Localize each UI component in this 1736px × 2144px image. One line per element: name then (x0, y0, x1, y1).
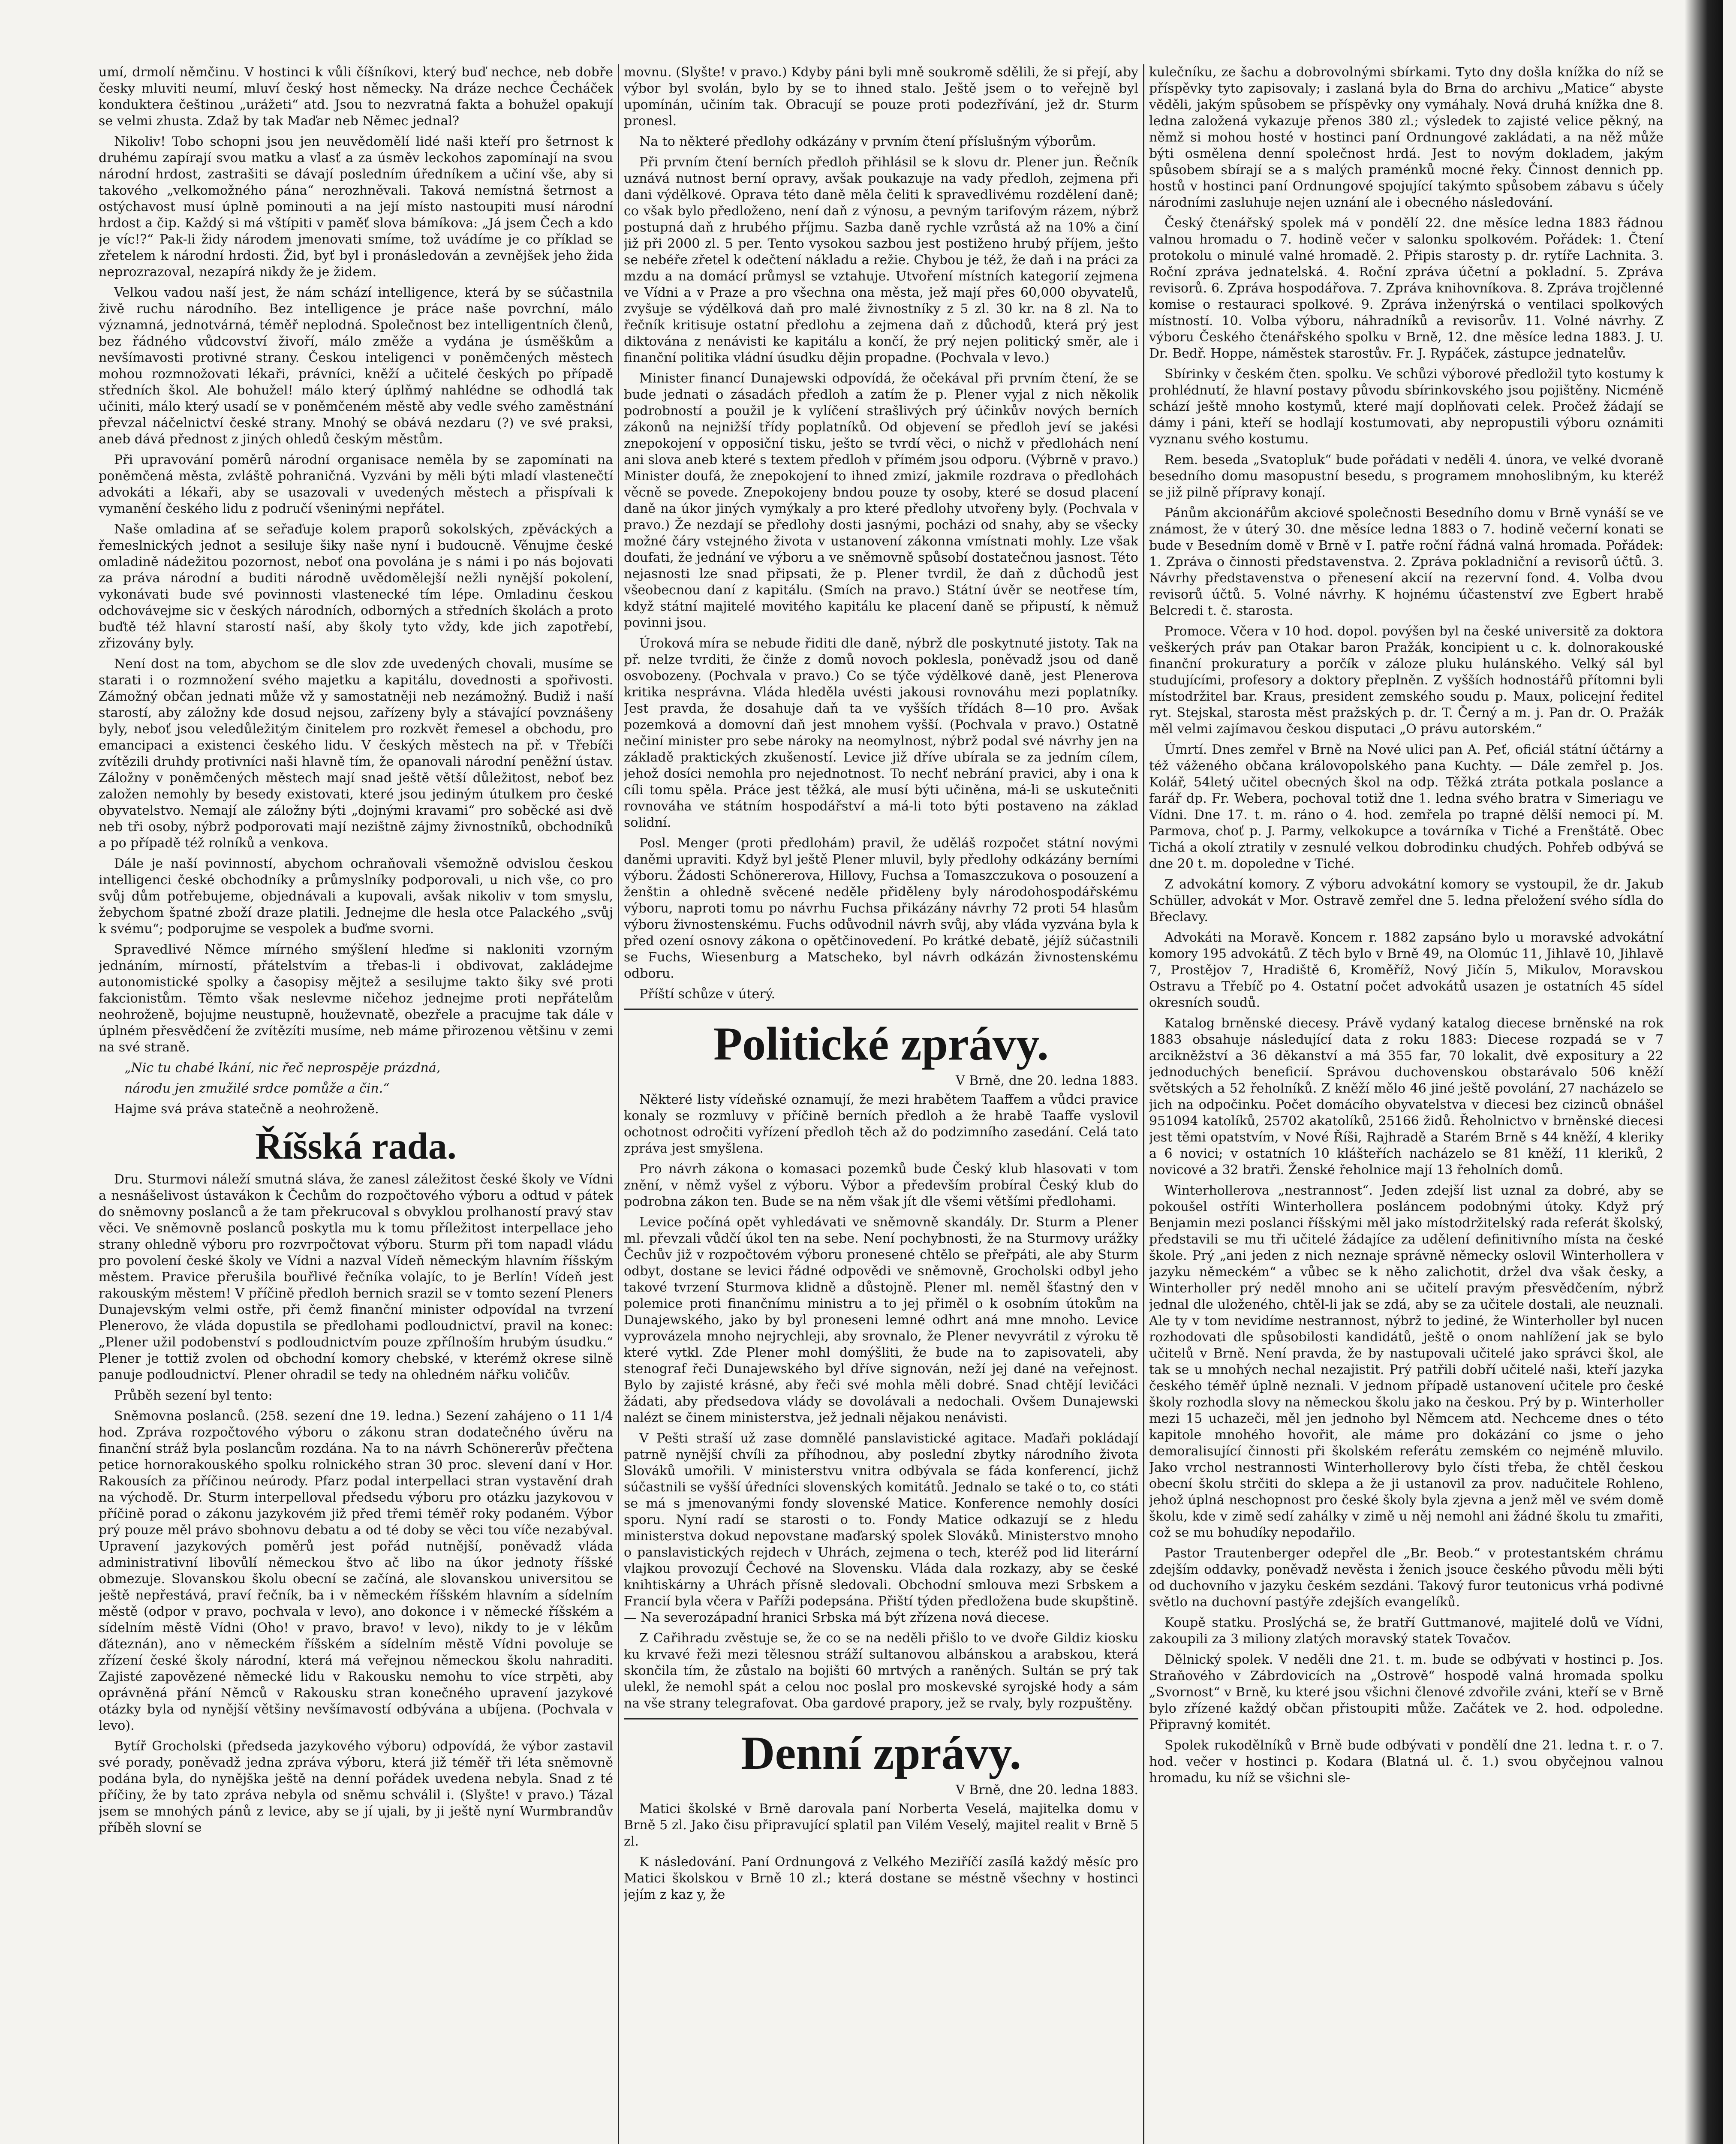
dateline: V Brně, dne 20. ledna 1883. (956, 1783, 1138, 1798)
paragraph: Úmrtí. Dnes zemřel v Brně na Nové ulici pan A. Peť, oficiál státní účtárny a též váženého občana královopolského pana Kuchty. — Dále zemřel p. Jos. Kolář, 54letý učitel obecných škol na odp. Těžká ztráta potkala poslance a farář dp. Fr. Webera, pochoval totiž dne 1. ledna svého bratra v Simeriagu ve Vídni. Dne 17. t. m. ráno o 4. hod. zemřela po trapné dělší nemoci pí. M. Parmova, choť p. J. Parmy, velkokupce a továrníka v Tiché a Frenštátě. Obec Tichá a okolí ztratily v zesnulé velkou dobrodinku chudých. Pohřeb odbývá se dne 20 t. m. dopoledne v Tiché. (1149, 742, 1664, 871)
paragraph: Z Cařihradu zvěstuje se, že co se na neděli přišlo to ve dvoře Gildiz kiosku ku krvavé řeži mezi tělesnou stráží sultanovou albánskou a arabskou, která skončila tím, že zůstalo na bojišti 60 mrtvých a raněných. Sultán se prý tak ulekl, že nemohl spát a celou noc poslal pro moskevské syrojské hody a sám na vše strany telegrafovat. Oba gardové prapory, jež se rvaly, byly rozpuštěny. (624, 1631, 1138, 1711)
paragraph: Příští schůze v úterý. (639, 987, 776, 1002)
paragraph: Dělnický spolek. V neděli dne 21. t. m. bude se odbývati v hostinci p. Jos. Straňového v Zábrdovicích na „Ostrově“ hospodě valná hromada spolku „Svornost“ v Brně, ku které jsou všichni členové zdvořile zváni, kteří se v Brně bylo zřízené každý občan přistoupiti může. Začátek ve 2. hod. odpoledne. Připravný komitét. (1149, 1652, 1664, 1732)
poem-line: národu jen zmužilé srdce pomůže a čin.“ (124, 1081, 390, 1096)
page-edge-shadow (1685, 0, 1723, 2144)
middle-column (624, 64, 1138, 2144)
paragraph: Průběh sezení byl tento: (114, 1388, 273, 1403)
paragraph: Spolek rukodělníků v Brně bude odbývati v pondělí dne 21. ledna t. r. o 7. hod. večer v hostinci p. Kodara (Blatná ul. č. 1.) svou obyčejnou valnou hromadu, ku níž se všichni sle- (1149, 1738, 1664, 1786)
paragraph: Katalog brněnské diecesy. Právě vydaný katalog diecese brněnské na rok 1883 obsahuje následující data z roku 1883: Diecese rozpadá se v 7 arcikněžství a 36 děkanství a má 355 far, 70 lokalit, dvě expositury a 22 jednoduchých beneficií. Správou duchovenskou obstarávalo 506 kněží světských a 52 řeholníků. Z kněží mělo 46 jiné ještě povolání, 27 nacházelo se jich na odpočinku. Počet domácího obyvatelstva v diecesi bez cizinců obnášel 951094 katolíků, 25702 akatolíků, 25166 židů. Řeholnictvo v brněnské diecesi jest těmi opatstvím, v Nové Říši, Rajhradě a Starém Brně s 44 kněží, 4 kleriky a 6 novici; v ostatních 10 klášteřích nacházelo se 81 kněží, 11 kleriků, 2 novicové a 32 bratři. Ženské řeholnice mají 13 řeholních domů. (1149, 1016, 1664, 1177)
paragraph: umí, drmolí němčinu. V hostinci k vůli číšníkovi, který buď nechce, neb dobře česky mluviti neumí, mluví český host německy. Na dráze nechce Čecháček konduktera češtinou „urážeti“ atd. Jsou to nezvratná fakta a bohužel opakují se velmi zhusta. Zdaž by tak Maďar neb Němec jednal? (99, 65, 613, 129)
section-divider (624, 1718, 1138, 1719)
paragraph: Winterhollerova „nestrannost“. Jeden zdejší list uznal za dobré, aby se pokoušel ostříti Winterhollera posláncem podobnými útoky. Když prý Benjamin mezi poslanci říšskými měl jako místodržitelský rada referát školský, představili se mu tři učitelé žádajíce za udělení definitivního místa na české škole. Prý „ani jeden z nich neznaje správně německy oslovil Winterhollera v jazyku německém“ a vůbec se k něho zalichotit, držel dva však česky, a Winterholler prý neděl mnoho ani se učitelí pravým přesvědčením, nýbrž jednal dle uloženého, chtěl-li jak se zdá, aby se za učitele dostali, ale neuznali. Ale ty v tom nevidíme nestrannost, nýbrž to jediné, že Winterholler byl nucen rozhodovati dle spůsobilosti kandidátů, ještě o onom nahlížení jak se bylo učitelů v Brně. Není pravda, že by nastupovali učitelé jako správci škol, ale tak se u mnohých nechal nezajistit. Prý patřili dobří učitelé naši, kteří jazyka českého téměř úplně neznali. V jednom případě ustanovení učitele pro české školy rozhodla slovy na německou školu jako na českou. Prý by p. Winterholler mezi 15 uchazeči, měl jen jednoho byl Němcem atd. Nechceme dnes o této kapitole mnohého hovořit, ale máme pro dokázání co jsme o jeho demoralisující činnosti při školském referátu zemském co nejméně mluvilo. Jako vrchol nestrannosti Winterhollerovy bylo čísti třeba, že chtěl českou obecní školu strčiti do sklepa a že ji ustanovil za prov. nadučitele Rohleno, jehož úplná neschopnost pro české školy byla zjevna a jenž měl ve svém domě školu, kde v zimě sedí zahálky v zimě u něj nemohl ani žádné školu tu zmařiti, což se mu bohudíky nepodařilo. (1149, 1183, 1664, 1540)
paragraph: Bytíř Grocholski (předseda jazykového výboru) odpovídá, že výbor zastavil své porady, poněvadž jedna zpráva výboru, která již téměř tři léta sněmovně podána byla, do nynějška ještě na denní pořádek uvedena nebyla. Snad z té příčiny, že by tato zpráva nebyla od sněmu schválil i. (Slyšte! v pravo.) Tázal jsem se mnohých pánů z levice, aby se jí ujali, by ji ještě nyní Wurmbrandův příběh slovní se (99, 1739, 613, 1835)
paragraph: Na to některé předlohy odkázány v prvním čtení příslušným výborům. (639, 134, 1096, 149)
section-heading-politicke-zpravy: Politické zprávy. (713, 1018, 1049, 1070)
paragraph: Dru. Sturmovi náleží smutná sláva, že zanesl záležitost české školy ve Vídni a nesnášelivost ústavákon k Čechům do rozpočtového výboru a odtud v pátek do sněmovny poslanců a že tam překrucoval s obvyklou prolhaností pravý stav věci. Ve sněmovně poslanců poskytla mu k tomu příležitost interpellace jeho strany ohledně výboru pro rozvrpočtovat výboru. Sturm při tom napadl vládu pro povolení české školy ve Vídni a nazval Vídeň německým hlavním říšským městem. Pravice přerušila bouřlivé řečníka volajíc, to je Berlín! Vídeň jest rakouským městem! V příčině předloh bernich srazil se v tomto sezení Pleners Dunajevským velmi ostře, při čemž finanční minister odpovídal na tvrzení Plenerovo, že vláda dopustila se předlohami podloudnictví, pravil na konec: „Plener užil podobenství s podloudnictvím pouze zpřílnoším hrubým úsudku.“ Plener je tottiž zvolen od obchodní komory chebské, v kterémž okrese silně panuje podloudnictví. Plener ohradil se tedy na ohledném nářku voličův. (99, 1172, 613, 1382)
paragraph: kulečníku, ze šachu a dobrovolnými sbírkami. Tyto dny došla knížka do níž se příspěvky tyto zapisovaly; i zaslaná byla do Brna do archivu „Matice“ abyste věděli, jakým spůsobem se příspěvky ony vymáhaly. Nová druhá knížka dne 8. ledna založená vykazuje přenos 380 zl.; výsledek to zajisté velice pěkný, na němž si mohou hosté v hostinci paní Ordnungové zakládati, a na něž může býti osmělena denní společnost hrdá. Jest to novým dokladem, jakým spůsobem sbírají se a s malých praménků mocné řeky. Činnost dennich pp. hostů v hostinci paní Ordnungové spojující takýmto spůsobem zábavu s účely národními zasluhuje nejen uznání ale i obecného následování. (1149, 65, 1664, 210)
paragraph: Sněmovna poslanců. (258. sezení dne 19. ledna.) Sezení zahájeno o 11 1/4 hod. Zpráva rozpočtového výboru o zákonu stran dodatečného úvěru na finanční stráž byla poslancům rozdána. Na to na návrh Schönererův přečtena petice hornorakouského spolku rolnického stran 30 proc. slevení daní v Hor. Rakousích za příčinou neúrody. Pfarz podal interpellaci stran vystavění drah na východě. Dr. Sturm interpelloval předsedu výboru pro otázku jazykovou v příčině porad o zákonu jazykovém již před třemi téměř roky podaném. Výbor prý pouze měl právo sbohnovu debatu a od té doby se věci tou víče nezabýval. Upravení jazykových poměrů jest pořád nutnější, poněvadž vláda administrativní libovůlí německou štvo ač libo na úkor jednoty říšské obmezuje. Slovanskou školu obecní se začíná, ale slovanskou universitou se ještě nepřestává, praví řečník, ba i v německém říšském hlavním a sídelním městě (odpor v pravo, pochvala v levo), ano dokonce i v německé říšském a sídelním městě Vídni (Oho! v pravo, bravo! v levo), nikdy to je v lékům ďáteznán), ano v německém říšském a sídelním městě Vídni povoluje se zřízení české školy národní, která má veřejnou německou školu nahraditi. Zajisté zapovězené německé lidu v Rakousku nemohu to více strpěti, aby oprávněná přání Němců v Rakousku stran konečného upravení jazykové otázky byla od nynější většiny nevšímavostí odbývána a ubíjena. (Pochvala v levo). (99, 1409, 613, 1733)
paragraph: Advokáti na Moravě. Koncem r. 1882 zapsáno bylo u moravské advokátní komory 195 advokátů. Z těch bylo v Brně 49, na Olomúc 11, Jihlavě 10, Jihlavě 7, Prostějov 7, Hradiště 6, Kroměříž, Nový Jičín 5, Mikulov, Moravskou Ostravu a Třebíč po 4. Ostatní počet advokátů usazen je ostatních 45 sídel okresních soudů. (1149, 930, 1664, 1010)
paragraph: Pánům akcionářům akciové společnosti Besedního domu v Brně vynáší se ve známost, že v úterý 30. dne měsíce ledna 1883 o 7. hodině večerní konati se bude v Besedním domě v Brně v I. patře roční řádná valná hromada. Pořádek: 1. Zpráva o činnosti představenstva. 2. Zpráva pokladniční a revisorů účtů. 3. Návrhy představenstva o přenesení akcií na rezervní fond. 4. Volba dvou revisorů účtů. 5. Volné návrhy. K hojnému účastenství zve Egbert hrabě Belcredi t. č. starosta. (1149, 506, 1664, 618)
paragraph: Velkou vadou naší jest, že nám schází intelligence, která by se súčastnila živě ruchu národního. Bez intelligence je práce naše povrchní, málo významná, jednotvárná, téměř neplodná. Společnost bez intelligentních členů, bez řádného vůdcovství živoří, málo změže a vydána je úsměškům a nevšímavosti protivné strany. Českou inteligenci v poněmčených městech mohou rozmnožovati lékaři, právníci, kněží a učitelé českých po případě středních škol. Ale bohužel! málo který úplňmý nahlédne se odhodlá tak učiniti, málo který usadí se v poněmčeném městě aby vedle svého zaměstnání převzal náčelnictví české strany. Mnohý se obává nezdaru (?) ve své praksi, aneb dává přednost z jiných ohledů českým městům. (99, 285, 613, 447)
paragraph: movnu. (Slyšte! v pravo.) Kdyby páni byli mně soukromě sdělili, že si přejí, aby výbor byl svolán, bylo by se to ihned stalo. Ještě jsem o to veřejně byl upomínán, učiním tak. Obracují se pouze proti podezřívání, jež dr. Sturm pronesl. (624, 65, 1138, 129)
paragraph: Pastor Trautenberger odepřel dle „Br. Beob.“ v protestantském chrámu zdejším oddavky, poněvadž nevěsta i ženich jsouce českého původu měli býti od duchovního v jazyku českém sezdáni. Takový furor teutonicus vrhá podivné světlo na duchovní pastýře zdejších evangelíků. (1149, 1546, 1664, 1610)
paragraph: Koupě statku. Proslýchá se, že bratří Guttmanové, majitelé dolů ve Vídni, zakoupili za 3 miliony zlatých moravský statek Tovačov. (1149, 1615, 1664, 1647)
paragraph: Úroková míra se nebude řiditi dle daně, nýbrž dle poskytnuté jistoty. Tak na př. nelze tvrditi, že činže z domů novoch poklesla, poněvadž jsou od daně osvobozeny. (Pochvala v pravo.) Co se týče výdělkové daně, jest Plenerova kritika nesprávna. Vláda hleděla uvésti jakousi rovnováhu mezi poplatníky. Jest pravda, že dosahuje daň ta ve vyšších třídách 8—10 pro. Avšak pozemková a domovní daň jest mnohem vyšší. (Pochvala v pravo.) Ostatně nečiní minister pro sebe nároky na neomylnost, nýbrž podal své návrhy jen na základě praktických zkušeností. Levice již dříve ubírala se za jedním cílem, jehož dosíci nemohla pro nejednotnost. To nechť nebrání pravici, aby i ona k cíli tomu spěla. Práce jest těžká, ale musí býti učiněna, má-li se uskutečniti rovnováha ve státním hospodářství a má-li toto býti postaveno na základ solidní. (624, 636, 1138, 830)
paragraph: Spravedlivé Němce mírného smýšlení hleďme si nakloniti vzorným jednáním, mírností, přátelstvím a třebas-li i obdivovat, zakládejme autonomistické spolky a časopisy mějtež a sesilujme takto šiky své proti fakcionistům. Těmto však neslevme ničehoz jednejme proti nepřátelům neohroženě, bojujme neustupně, houževnatě, obezřele a pracujme tak dále v úplném přesvědčení že zvítězíti musíme, neb máme přirozenou většinu v zemi na své straně. (99, 942, 613, 1055)
paragraph: Český čtenářský spolek má v pondělí 22. dne měsíce ledna 1883 řádnou valnou hromadu o 7. hodině večer v salonku spolkovém. Pořádek: 1. Čtení protokolu o minulé valné hromadě. 2. Připis starosty p. dr. rytíře Lachnita. 3. Roční zpráva jednatelská. 4. Roční zpráva účetní a pokladní. 5. Zpráva revisorů. 6. Zpráva hospodářova. 7. Zpráva knihovníkova. 8. Zpráva trojčlenné komise o restauraci spolkové. 9. Zpráva inženýrská o ventilaci spolkových místností. 10. Volba výboru, náhradníků a revisorův. 11. Volné návrhy. Z výboru Českého čtenářského spolku v Brně, 12. dne měsíce ledna 1883. J. U. Dr. Bedř. Hoppe, náměstek starostův. Fr. J. Rypáček, zástupce jednatelův. (1149, 216, 1664, 361)
poem-line: „Nic tu chabé lkání, nic řeč neprospěje prázdná, (124, 1060, 441, 1075)
paragraph: Sbírinky v českém čten. spolku. Ve schůzi výborové předložil tyto kostumy k prohlédnutí, že hlavní postavy původu sbírinkovského jsou pojištěny. Nicméně schází ještě mnoho kostymů, které mají doplňovati celek. Pročež žádají se dámy i páni, kteří se hodlají kostumovati, aby nepropustili výboru oznámiti vyznanu svého kostumu. (1149, 367, 1664, 447)
right-column (1149, 64, 1664, 2144)
paragraph: Nikoliv! Tobo schopni jsou jen neuvědomělí lidé naši kteří pro šetrnost k druhému zapírají svou matku a vlasť a za úsměv leckohos zapomínají na svou národní hrdost, zastrašiti se dávají posledním úředníkem a učiní vše, aby si takového „velkomožného pána“ nerozhněvali. Taková nemístná šetrnost a ostýchavost musí úplně pominouti a na její místo nastoupiti musí národní hrdost a čip. Každý si má vštípiti v paměť slova bámíkova: „Já jsem Čech a kdo je víc!?“ Pak-li židy národem jmenovati smíme, tož uvádíme je co příklad se zřetelem k národní hrdosti. Žid, byť byl i pronásledován a zevnějšek jeho žida neprozrazoval, nezapírá nikdy že je židem. (99, 134, 613, 280)
section-heading-denni-zpravy: Denní zprávy. (741, 1727, 1021, 1779)
paragraph: Některé listy vídeňské oznamují, že mezi hrabětem Taaffem a vůdci pravice konaly se rozmluvy v příčině berních předloh a že hrabě Taaffe vyslovil ochotnost odročiti vyřízení předloh těch až do podzimního zasedání. Celá tato zpráva jest smyšlena. (624, 1092, 1138, 1156)
paragraph: Při upravování poměrů národní organisace neměla by se zapomínati na poněmčená města, zvláště pohraničná. Vyzváni by měli býti mladí vlastenečtí advokáti a lékaři, aby se usazovali v uvedených městech a přispívali k vymanění českého lidu z područí všeninými nepřátel. (99, 452, 613, 516)
paragraph: Posl. Menger (proti předlohám) pravil, že uděláš rozpočet státní novými daněmi upraviti. Když byl ještě Plener mluvil, byly předlohy odkázány berními výboru. Žádosti Schönererova, Hillovy, Fuchsa a Tomaszczukova o posouzení a ženštin a ohledně svěcené neděle přiděleny byly národohospodářskému výboru, naproti tomu po návrhu Fuchsa přikázány návrhy 72 proti 54 hlasům výboru živnostenskému. Fuchs odůvodnil návrh svůj, aby vláda vyzvána byla k před ození osnovy zákona o opětčinovedení. Po krátké debatě, jéjíž súčastnili se Fuchs, Wiesenburg a Matscheko, byl návrh odkázán živnostenskému odboru. (624, 836, 1138, 981)
left-column (99, 64, 613, 2144)
paragraph: Hajme svá práva statečně a neohroženě. (114, 1102, 379, 1117)
paragraph: Z advokátní komory. Z výboru advokátní komory se vystoupil, že dr. Jakub Schüller, advokát v Mor. Ostravě zemřel dne 5. ledna přeložení svého sídla do Břeclavy. (1149, 877, 1664, 924)
paragraph: V Pešti straší už zase domnělé panslavistické agitace. Maďaři pokládají patrně nynější chvíli za příhodnou, aby poslední zbytky národního života Slováků umořili. V ministerstvu vnitra odbývala se fáda konferencí, jichž súčastnili se vyšší úředníci slovenských komitátů. Jednalo se také o to, co státi se má s jmenovanými fondy slovenské Matice. Konference nemohly dosíci sporu. Nyní radí se starosti o to. Fondy Matice odkazují se z hledu ministerstva dokud nepovstane maďarský spolek Slováků. Ministerstvo mnoho o panslavistických rejdech v Uhrách, zejmena o tech, kteréž pod lid literární vlajkou provozují Čechové na Slovensku. Vláda dala rozkazy, aby se české knihtiskárny a Uhrách přísně sledovali. Obchodní smlouva mezi Srbskem a Francií byla včera v Paříži podepsána. Přiští týden předložena bude skupštině. — Na severozápadní hranici Srbska má být zřízena nová diecese. (624, 1431, 1138, 1625)
paragraph: Levice počíná opět vyhledávati ve sněmovně skandály. Dr. Sturm a Plener ml. převzali vůdčí úkol ten na sebe. Není pochybnosti, že na Sturmovy urážky Čechův již v rozpočtovém výboru pronesené chtělo se přeřpáti, ale aby Sturm odbyt, dostane se levici řádné odpovědi ve sněmovně, Grocholski odbyl jeho takové tvrzení Sturmova klidně a důstojně. Plener ml. neměl šťastný den v polemice proti finančnímu ministru a to jej přiměl o k osobním útokům na Dunajewského, jako by byl proneseni lemné odhrt aná mne mnoho. Levice vyprovázela mnoho nejrychleji, aby srovnalo, že Plener nevyvrátil z výroku tě které vytkl. Zde Plener mohl domýšliti, že bude na to zapisovateli, aby stenograf řeči Dunajewského byl dříve signován, neží jej dané na veřejnost. Bylo by zajisté krásné, aby řeči své mohla měli dobré. Snad chtějí levičáci žádati, aby předsedova vlády se dovolávali a nedochali. Ovšem Dunajewski nalézt se činem ministerstva, jež jednali nějakou nenávisti. (624, 1215, 1138, 1425)
paragraph: Naše omladina ať se seřaďuje kolem praporů sokolských, zpěváckých a řemeslnických jednot a sesiluje šiky naše nyní i budoucně. Věnujme české omladině nádežitou pozornost, neboť ona povolána je s námi i po nás bojovati za práva národní a buditi národně uvědomělejší nežli nynější pokolení, vykonávati bude své povinnosti vlastenecké tím lépe. Omladinu českou odchovávejme sic v českých národních, odborných a středních školách a proto buďtě též hlavní starostí naší, aby školy tyto vždy, kde jich zapotřebí, zřizovány byly. (99, 522, 613, 651)
paragraph: Rem. beseda „Svatopluk“ bude pořádati v neděli 4. února, ve velké dvoraně besedního domu masopustní besedu, s programem mnohoslibným, ku kteréž se již pilně přípravy konají. (1149, 452, 1664, 500)
paragraph: Není dost na tom, abychom se dle slov zde uvedených chovali, musíme se starati i o rozmnožení svého majetku a kapitálu, dovednosti a spořivosti. Zámožný občan jednati může vž y samostatněji neb nezámožný. Budiž i naší starostí, aby záložny kde dosud nejsou, zařízeny byly a stávající povznášeny byly, neboť jsou veledůležitým činitelem pro rozkvět řemesel a obchodu, pro emancipaci a existenci českého lidu. V českých městech na př. v Třebíči zvítězili druhdy protivníci naši hlavně tím, že opanovali národní peněžní ústav. Záložny v poněmčených městech mají snad ještě větší důležitost, neboť bez založen nemohly by besedy existovati, které jsou jediným útulkem pro české obyvatelstvo. Nemají ale záložny býti „dojnými kravami“ pro soběcké asi dvě neb tři osoby, nýbrž podporovati mají nezištně zájmy živnostníků, obchodníků a po případě též rolníků a venkova. (99, 656, 613, 851)
paragraph: Promoce. Včera v 10 hod. dopol. povýšen byl na české universitě za doktora veškerých práv pan Otakar baron Pražák, koncipient u c. k. dolnorakouské finanční prokuratury a porčík v záloze pluku hulánského. Velký sál byl studujícími, profesory a doktory přeplněn. Z vyšších hodnostářů přítomni byli místodržitel bar. Kraus, president zemského soudu p. Maux, policejní ředitel ryt. Stejskal, starosta měst pražských p. dr. T. Černý a m. j. Pan dr. O. Pražák měl velmi zajímavou českou disputaci „O právu autorském.“ (1149, 624, 1664, 737)
paragraph: Pro návrh zákona o komasaci pozemků bude Český klub hlasovati v tom znění, v němž vyšel z výboru. Výbor a především probíral Český klub do podrobna zákon ten. Bude se na něm však jít dle všemi většími předlohami. (624, 1162, 1138, 1209)
dateline: V Brně, dne 20. ledna 1883. (956, 1073, 1138, 1088)
section-divider (624, 1009, 1138, 1010)
paragraph: K následování. Paní Ordnungová z Velkého Meziříčí zasílá každý měsíc pro Matici školskou v Brně 10 zl.; která dostane se méstně všechny v hostinci jejím z kaz y, že (624, 1855, 1138, 1902)
paragraph: Dále je naší povinností, abychom ochraňovali všemožně odvislou českou intelligenci české obchodníky a průmyslníky podporovali, u nich vše, co pro svůj dům potřebujeme, objednávali a kupovali, avšak nikoliv v tom smyslu, žebychom špatné zboží draze platili. Jednejme dle hesla otce Palackého „svůj k svému“; podporujme se vespolek a buďme svorni. (99, 856, 613, 936)
section-heading-rissska-rada: Říšská rada. (255, 1126, 457, 1167)
column-rule (618, 64, 619, 2144)
paragraph: Minister financí Dunajewski odpovídá, že očekával při prvním čtení, že se bude jednati o zásadách předloh a zatím že p. Plener vyjal z nich několik podrobností a použil je k vylíčení strašlivých prý účinkův nových berních zákonů na nejnižší třídy poplatníků. Od objevení se předloh jeví se jakési znepokojení v opposiční tisku, ješto se tvrdí věci, o nichž v předlohách není ani slova aneb které s textem předloh v přímém jsou odporu. (Výbrně v pravo.) Minister doufá, že znepokojení to ihned zmizí, jakmile rozdrava o předlohách věcně se povede. Znepokojeny bndou pouze ty osoby, které se dosud placení daně na úkor jiných vymýkaly a pro které předlohy utvořeny byly. (Pochvala v pravo.) Že nezdají se předlohy dosti jasnými, pocházi od snahy, aby se všecky možné čáry vstejného života v ustanovení zákonna vmístnati mohly. Lze však doufati, že jednání ve výboru a ve sněmovně spůsobí dostatečnou jasnost. Této nejasnosti lze snad připsati, že p. Plener tvrdil, že daň z důchodů jest všeobecnou daní z kapitálu. (Smích na pravo.) Státní úvěr se neotřese tím, když státní majitelé movitého kapitálu ke placení daně se připustí, k němuž povinni jsou. (624, 371, 1138, 630)
column-rule (1143, 64, 1144, 2144)
paragraph: Matici školské v Brně darovala paní Norberta Veselá, majitelka domu v Brně 5 zl. Jako čisu připravující splatil pan Vilém Veselý, majitel realit v Brně 5 zl. (624, 1801, 1138, 1849)
paragraph: Při prvním čtení berních předloh přihlásil se k slovu dr. Plener jun. Řečník uznává nutnost berní opravy, avšak poukazuje na vady předloh, zejmena při dani výdělkové. Oprava této daně měla čeliti k spravedlivému rozdělení daně; co však bylo předloženo, není daň z výnosu, a pevným tarifovým rázem, nýbrž postupná daň z hrubého příjmu. Sazba daně rychle vzrůstá až na 10% a činí již při 2000 zl. 5 per. Tento vysokou sazbou jest postiženo hrubý příjem, ješto se nebéře zřetel k odečtení nákladu a režie. Chybou je též, že daň i na práci za mzdu a na domácí průmysl se vztahuje. Utvoření místních kategorií zejmena ve Vídni a v Praze a pro všechna ona města, jež mají přes 60,000 obyvatelů, zvyšuje se výdělková daň pro malé živnostníky z 5 zl. 30 kr. na 8 zl. Na to řečník kritisuje ostatní předlohu a zejmena daň z důchodů, která prý jest diktována z nenávisti ke kapitálu a končí, že prý nejen politický směr, ale i finanční politika vládní úsudku dějin propadne. (Pochvala v levo.) (624, 155, 1138, 365)
